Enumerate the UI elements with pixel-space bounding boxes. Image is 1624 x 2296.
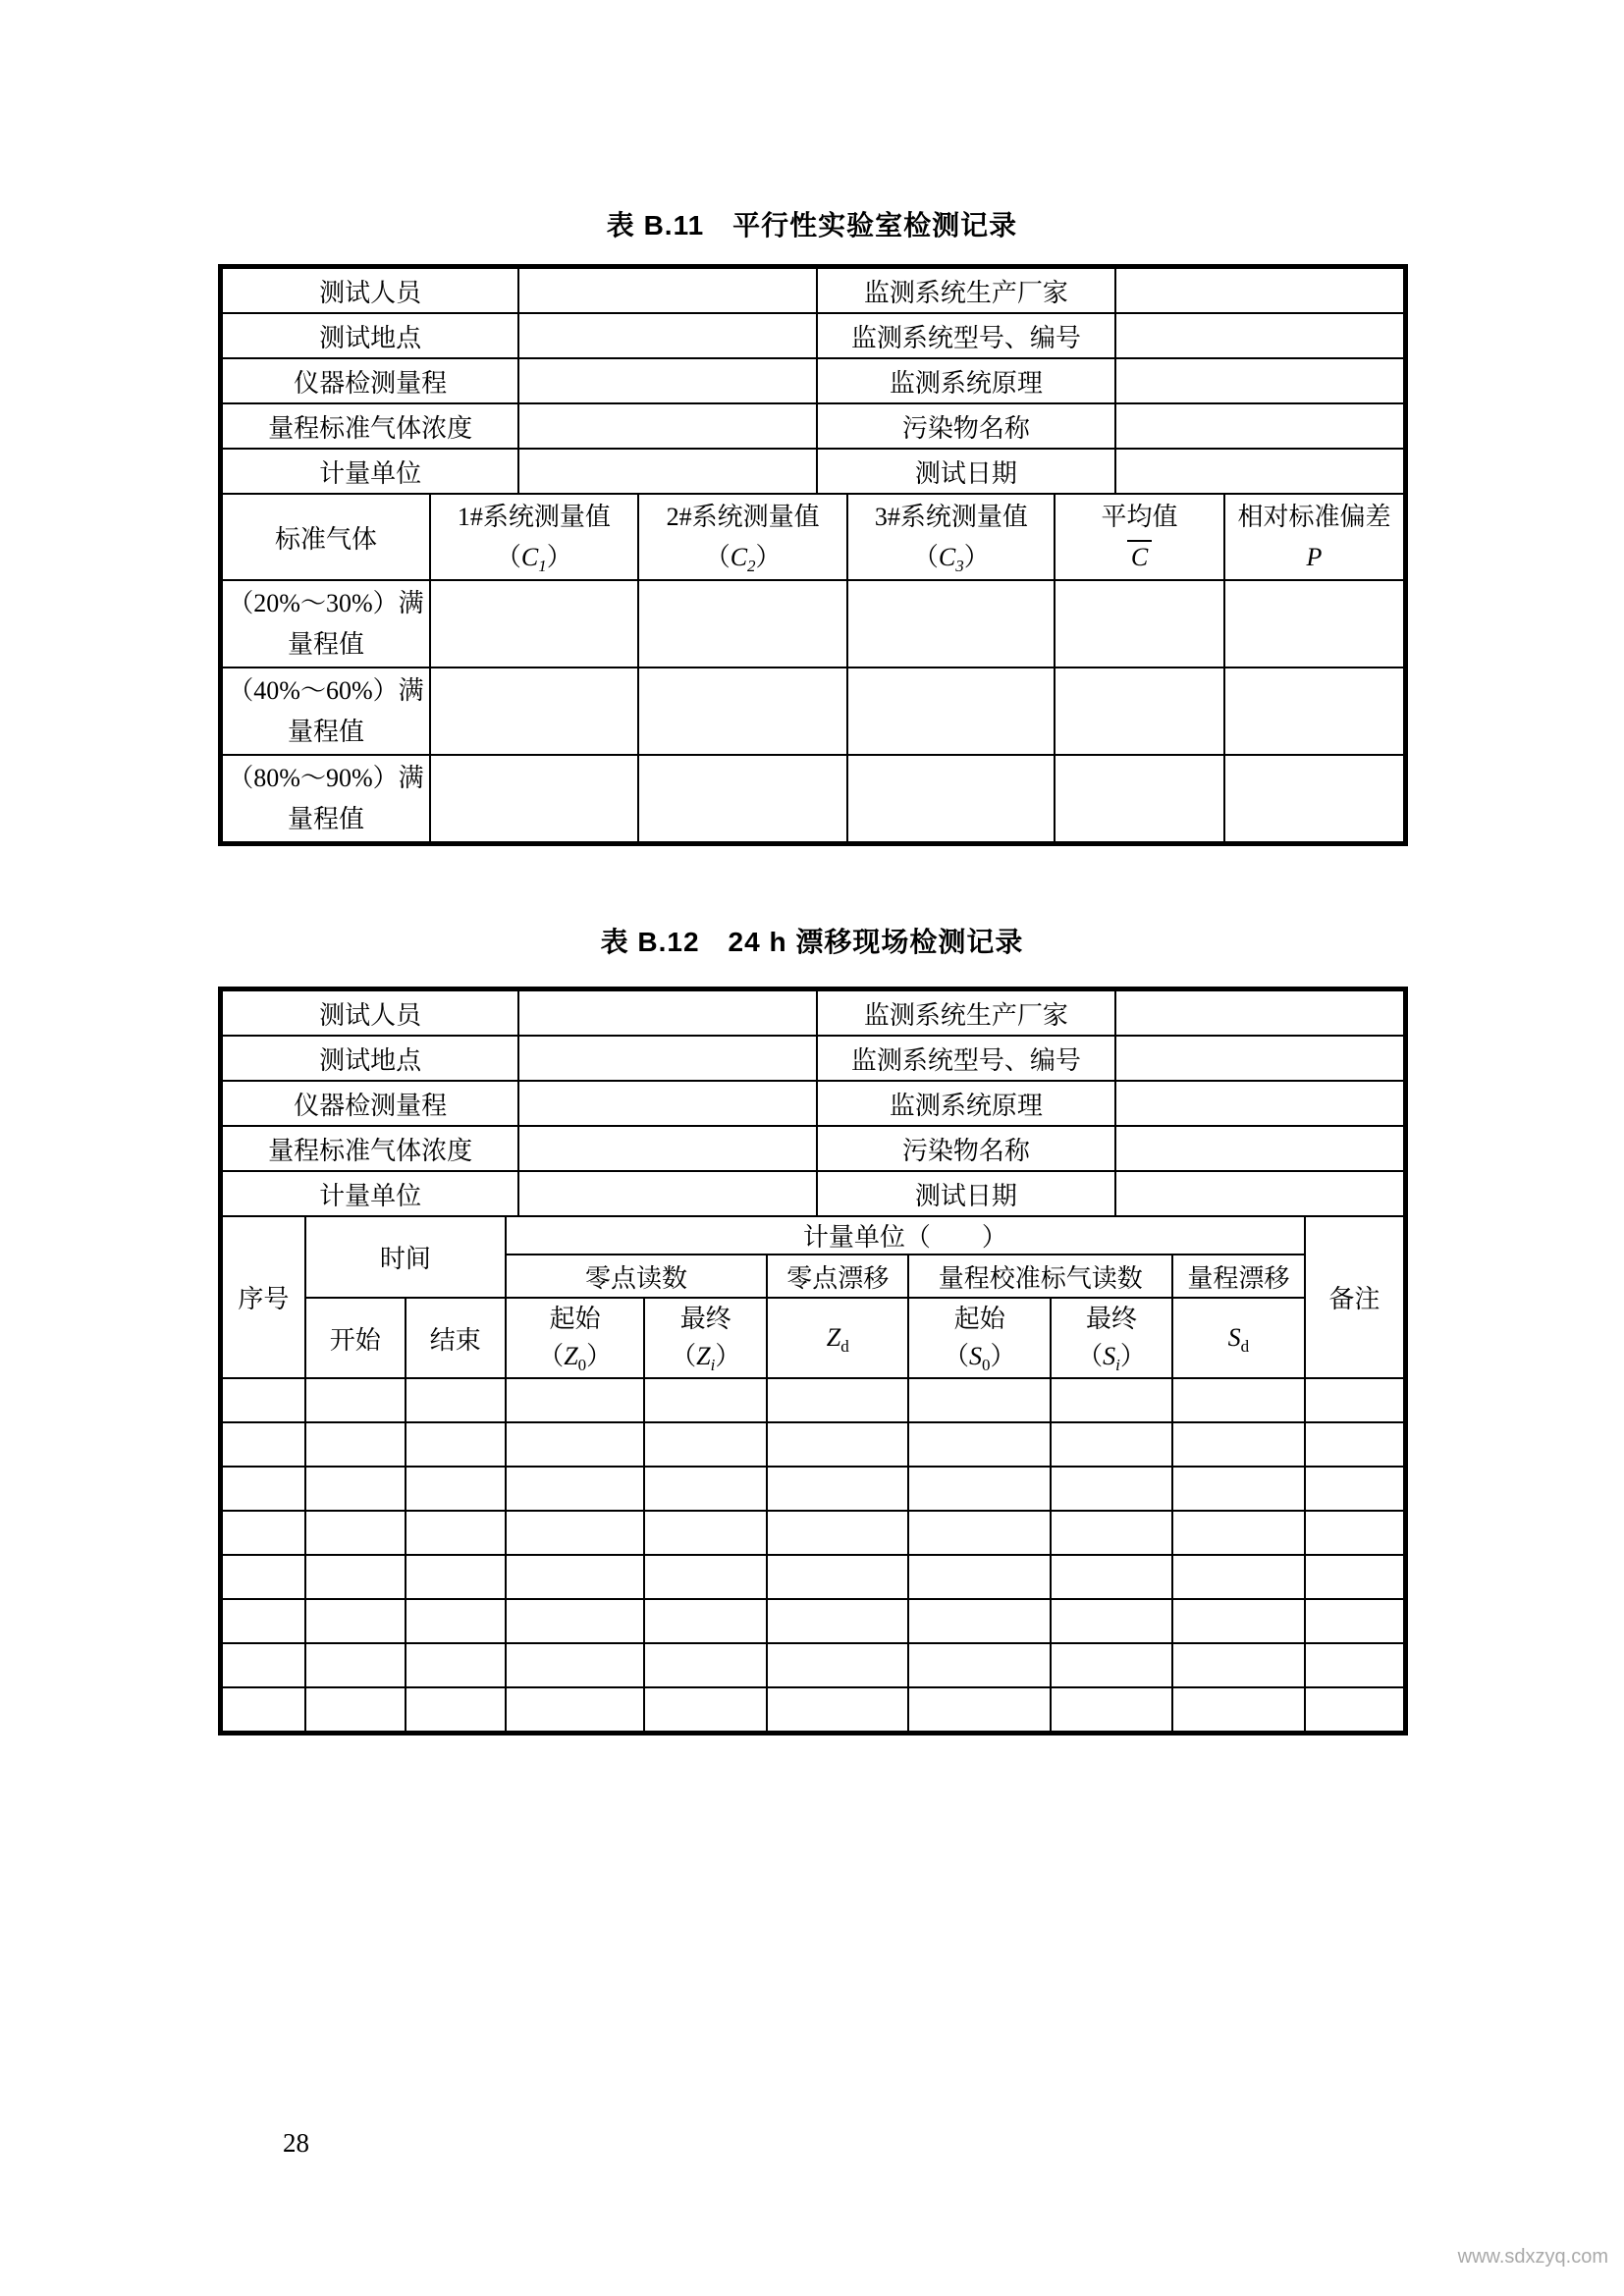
b11-empty-cell	[638, 667, 848, 755]
table-b12-info-section	[221, 989, 1405, 1217]
b12-empty-row	[222, 1378, 1404, 1422]
info-row	[222, 403, 1404, 449]
b12-empty-cell	[908, 1511, 1050, 1555]
header-formula	[645, 1338, 766, 1375]
b12-empty-cell	[305, 1599, 406, 1643]
header-formula	[909, 1338, 1049, 1375]
info-label-text: 测试地点	[319, 323, 422, 352]
symbol-zi: Z	[696, 1342, 711, 1370]
b12-header-row-1	[222, 1216, 1404, 1255]
b12-header-seq	[222, 1216, 305, 1378]
b12-empty-cell	[644, 1599, 767, 1643]
info-label-text: 测试人员	[319, 1000, 422, 1030]
b12-empty-cell	[1172, 1555, 1305, 1599]
b12-empty-cell	[767, 1378, 908, 1422]
paren: （	[704, 543, 731, 571]
b11-header-rsd	[1224, 494, 1404, 580]
b12-empty-cell	[1172, 1511, 1305, 1555]
info-label-text: 污染物名称	[901, 1136, 1030, 1165]
b12-empty-cell	[908, 1687, 1050, 1732]
info-row	[222, 1126, 1404, 1171]
b12-empty-cell	[767, 1643, 908, 1687]
info-label-cell	[222, 449, 518, 494]
b12-header	[222, 1216, 1404, 1378]
b11-empty-cell	[1055, 755, 1224, 842]
b12-header-span-reading	[908, 1255, 1171, 1298]
header-text: 量程校准标气读数	[938, 1263, 1143, 1293]
table-b11-info-section	[221, 267, 1405, 495]
b11-empty-cell	[1055, 580, 1224, 667]
b12-empty-cell	[644, 1643, 767, 1687]
b11-empty-cell	[638, 755, 848, 842]
b12-empty-cell	[222, 1467, 305, 1511]
b11-row-label	[222, 755, 430, 842]
info-value-cell	[518, 358, 816, 403]
paren: ）	[1119, 1342, 1146, 1370]
paren: （	[912, 543, 939, 571]
b12-empty-cell	[1051, 1511, 1172, 1555]
b12-header-sd	[1172, 1298, 1305, 1378]
info-label-text: 监测系统原理	[889, 368, 1043, 398]
b12-empty-cell	[1305, 1467, 1404, 1511]
b12-header-unit	[506, 1216, 1305, 1255]
info-label-cell	[817, 990, 1116, 1036]
b11-data-row	[222, 667, 1404, 755]
header-text: 开始	[329, 1325, 381, 1355]
info-row	[222, 1081, 1404, 1126]
header-text: 起始	[953, 1305, 1005, 1333]
b11-empty-cell	[430, 755, 638, 842]
b12-empty-cell	[305, 1643, 406, 1687]
header-formula	[639, 538, 847, 577]
info-value-cell	[1115, 358, 1404, 403]
row-label-line: 量程值	[287, 804, 364, 833]
info-label-cell	[817, 313, 1116, 358]
b12-empty-cell	[767, 1467, 908, 1511]
info-value-cell	[518, 1081, 816, 1126]
info-label-cell	[817, 1081, 1116, 1126]
b12-empty-cell	[1051, 1687, 1172, 1732]
b12-empty-row	[222, 1687, 1404, 1732]
b12-empty-cell	[305, 1687, 406, 1732]
b11-empty-cell	[430, 580, 638, 667]
b12-empty-cell	[305, 1378, 406, 1422]
b12-empty-cell	[222, 1422, 305, 1467]
b12-empty-cell	[767, 1599, 908, 1643]
info-row	[222, 449, 1404, 494]
header-text: 起始	[549, 1305, 601, 1333]
b12-empty-cell	[406, 1687, 506, 1732]
info-label-text: 测试人员	[319, 278, 422, 307]
subscript: i	[710, 1356, 716, 1375]
b12-header-start	[305, 1298, 406, 1378]
b12-empty-cell	[1051, 1643, 1172, 1687]
symbol-p: P	[1306, 543, 1323, 571]
b12-empty-cell	[1051, 1599, 1172, 1643]
info-value-cell	[518, 449, 816, 494]
info-label-cell	[817, 449, 1116, 494]
info-value-cell	[1115, 990, 1404, 1036]
info-row	[222, 1036, 1404, 1081]
symbol-c2: C	[730, 543, 748, 571]
info-label-cell	[817, 358, 1116, 403]
b11-empty-cell	[847, 667, 1055, 755]
table-b12	[218, 987, 1408, 1735]
b12-empty-cell	[1305, 1687, 1404, 1732]
b12-empty-cell	[506, 1378, 644, 1422]
header-formula	[431, 538, 637, 577]
header-text: 序号	[238, 1285, 290, 1313]
b12-empty-cell	[1305, 1422, 1404, 1467]
subscript: 0	[577, 1356, 587, 1375]
info-label-text: 计量单位	[319, 1181, 422, 1210]
symbol-c-overline: C	[1127, 540, 1152, 570]
table-b11	[218, 264, 1408, 846]
b12-empty-cell	[1305, 1511, 1404, 1555]
b12-empty-cell	[406, 1643, 506, 1687]
b11-empty-cell	[847, 580, 1055, 667]
paren: （	[671, 1342, 697, 1370]
header-text: 2#系统测量值	[666, 503, 820, 531]
b12-header-s0	[908, 1298, 1050, 1378]
b12-empty-cell	[767, 1422, 908, 1467]
page-number: 28	[283, 2128, 309, 2158]
info-value-cell	[1115, 313, 1404, 358]
b12-empty-cell	[644, 1467, 767, 1511]
info-row	[222, 1171, 1404, 1216]
b12-empty-row	[222, 1467, 1404, 1511]
info-label-cell	[222, 1171, 518, 1216]
info-label-cell	[222, 1081, 518, 1126]
b11-row-label	[222, 580, 430, 667]
symbol-c3: C	[938, 543, 956, 571]
b12-empty-cell	[1172, 1643, 1305, 1687]
b12-header-row-3	[222, 1298, 1404, 1378]
info-value-cell	[1115, 1171, 1404, 1216]
symbol-c1: C	[520, 543, 539, 571]
info-value-cell	[1115, 1126, 1404, 1171]
b12-empty-cell	[305, 1511, 406, 1555]
b11-empty-cell	[847, 755, 1055, 842]
b12-empty-cell	[644, 1422, 767, 1467]
info-label-cell	[817, 403, 1116, 449]
b12-header-zd	[767, 1298, 908, 1378]
info-value-cell	[518, 403, 816, 449]
symbol-zd: Z	[826, 1323, 841, 1352]
header-text: 零点读数	[584, 1263, 687, 1293]
b12-empty-cell	[1051, 1378, 1172, 1422]
b12-empty-cell	[506, 1555, 644, 1599]
info-label-cell	[817, 268, 1116, 313]
info-label-text: 仪器检测量程	[294, 368, 448, 398]
b12-header-zero-drift	[767, 1255, 908, 1298]
info-label-text: 监测系统型号、编号	[850, 1045, 1081, 1075]
subscript: d	[840, 1337, 849, 1357]
table-b11-title: 表 B.11 平行性实验室检测记录	[606, 210, 1018, 240]
info-row	[222, 313, 1404, 358]
info-label-cell	[817, 1171, 1116, 1216]
b12-empty-row	[222, 1422, 1404, 1467]
paren: （	[495, 543, 521, 571]
b12-empty-cell	[506, 1467, 644, 1511]
info-value-cell	[518, 268, 816, 313]
b12-header-time	[305, 1216, 506, 1298]
b12-empty-cell	[908, 1599, 1050, 1643]
info-row	[222, 358, 1404, 403]
row-label-line: （80%～90%）满	[228, 763, 424, 792]
b11-header-sys1	[430, 494, 638, 580]
b11-header-std-gas	[222, 494, 430, 580]
b12-empty-cell	[406, 1599, 506, 1643]
b12-empty-cell	[506, 1511, 644, 1555]
header-text: 时间	[379, 1245, 431, 1273]
b12-empty-cell	[908, 1555, 1050, 1599]
info-label-text: 测试地点	[319, 1045, 422, 1075]
info-label-text: 量程标准气体浓度	[268, 413, 473, 443]
paren: ）	[963, 543, 990, 571]
b12-empty-cell	[1051, 1467, 1172, 1511]
b12-header-si	[1051, 1298, 1172, 1378]
b12-empty-cell	[1172, 1467, 1305, 1511]
b11-header-average	[1055, 494, 1224, 580]
b12-header-zero-reading	[506, 1255, 767, 1298]
header-text: 3#系统测量值	[874, 503, 1028, 531]
b12-empty-cell	[406, 1511, 506, 1555]
b12-empty-cell	[644, 1687, 767, 1732]
b12-empty-cell	[222, 1511, 305, 1555]
header-text: 量程漂移	[1187, 1263, 1290, 1293]
info-value-cell	[518, 1126, 816, 1171]
subscript: 1	[538, 557, 547, 576]
b12-empty-cell	[305, 1555, 406, 1599]
b12-empty-row	[222, 1511, 1404, 1555]
info-value-cell	[1115, 403, 1404, 449]
b11-empty-cell	[638, 580, 848, 667]
b12-empty-cell	[644, 1511, 767, 1555]
b12-empty-cell	[222, 1599, 305, 1643]
header-text: 结束	[429, 1325, 481, 1355]
b12-empty-cell	[506, 1422, 644, 1467]
b12-empty-cell	[406, 1422, 506, 1467]
b12-header-z0	[506, 1298, 644, 1378]
header-text: 平均值	[1101, 503, 1178, 531]
paren: ）	[586, 1342, 613, 1370]
info-value-cell	[1115, 449, 1404, 494]
b11-data-row	[222, 755, 1404, 842]
b12-empty-cell	[1051, 1555, 1172, 1599]
b12-empty-cell	[406, 1378, 506, 1422]
symbol-z0: Z	[564, 1342, 578, 1370]
header-text: 最终	[1085, 1305, 1137, 1333]
subscript: d	[1240, 1337, 1250, 1357]
b12-empty-cell	[1305, 1599, 1404, 1643]
info-label-text: 监测系统原理	[889, 1091, 1043, 1120]
header-text: 备注	[1328, 1285, 1380, 1313]
b12-empty-cell	[1305, 1378, 1404, 1422]
info-label-cell	[222, 403, 518, 449]
b12-empty-cell	[506, 1643, 644, 1687]
b12-header-span-drift	[1172, 1255, 1305, 1298]
info-value-cell	[518, 313, 816, 358]
b12-empty-cell	[1051, 1422, 1172, 1467]
header-formula	[848, 538, 1054, 577]
symbol-si: S	[1103, 1342, 1116, 1370]
b11-empty-cell	[1224, 580, 1404, 667]
info-label-text: 污染物名称	[901, 413, 1030, 443]
b12-empty-cell	[644, 1555, 767, 1599]
b12-empty-cell	[305, 1467, 406, 1511]
info-row	[222, 268, 1404, 313]
b12-empty-cell	[305, 1422, 406, 1467]
b12-empty-cell	[222, 1687, 305, 1732]
info-label-text: 监测系统生产厂家	[863, 278, 1068, 307]
paren: （	[538, 1342, 565, 1370]
paren: ）	[990, 1342, 1016, 1370]
header-formula	[1052, 1338, 1171, 1375]
b12-empty-cell	[406, 1467, 506, 1511]
b11-row-label	[222, 667, 430, 755]
info-label-cell	[222, 313, 518, 358]
b12-empty-cell	[1172, 1422, 1305, 1467]
table-b12-data-section	[221, 1215, 1405, 1733]
b12-empty-cell	[222, 1378, 305, 1422]
b12-empty-cell	[406, 1555, 506, 1599]
b12-body	[222, 1378, 1404, 1732]
b12-empty-cell	[767, 1555, 908, 1599]
paren: ）	[715, 1342, 741, 1370]
info-label-text: 测试日期	[914, 458, 1017, 488]
symbol-s0: S	[968, 1342, 982, 1370]
b11-empty-cell	[1055, 667, 1224, 755]
header-text: 最终	[679, 1305, 731, 1333]
info-label-cell	[222, 1126, 518, 1171]
b12-empty-cell	[1172, 1599, 1305, 1643]
b12-empty-cell	[1172, 1378, 1305, 1422]
b12-empty-cell	[506, 1599, 644, 1643]
info-label-text: 量程标准气体浓度	[268, 1136, 473, 1165]
paren: ）	[546, 543, 572, 571]
table-b11-data-section	[221, 493, 1405, 843]
b12-empty-cell	[1172, 1687, 1305, 1732]
b12-empty-cell	[908, 1422, 1050, 1467]
b11-header-sys2	[638, 494, 848, 580]
b11-empty-cell	[1224, 755, 1404, 842]
b12-header-zi	[644, 1298, 767, 1378]
info-label-cell	[817, 1126, 1116, 1171]
b12-header-remark	[1305, 1216, 1404, 1378]
b12-empty-cell	[767, 1511, 908, 1555]
b12-empty-row	[222, 1555, 1404, 1599]
info-label-text: 计量单位	[319, 458, 422, 488]
b12-empty-cell	[1305, 1555, 1404, 1599]
watermark: www.sdxzyq.com	[1457, 2246, 1608, 2268]
b12-empty-cell	[222, 1555, 305, 1599]
row-label-line: （20%～30%）满	[228, 588, 424, 617]
header-formula	[507, 1338, 643, 1375]
b11-header-row	[222, 494, 1404, 580]
b11-empty-cell	[430, 667, 638, 755]
b12-empty-row	[222, 1599, 1404, 1643]
b12-empty-cell	[908, 1378, 1050, 1422]
header-text: 1#系统测量值	[457, 503, 611, 531]
symbol-sd: S	[1227, 1323, 1241, 1352]
paren: （	[1077, 1342, 1104, 1370]
paren: （	[943, 1342, 969, 1370]
subscript: 3	[955, 557, 964, 576]
header-text: 相对标准偏差	[1237, 503, 1391, 531]
info-value-cell	[518, 1171, 816, 1216]
info-value-cell	[518, 1036, 816, 1081]
info-label-cell	[222, 268, 518, 313]
info-label-text: 测试日期	[914, 1181, 1017, 1210]
subscript: 0	[981, 1356, 991, 1375]
b11-data-row	[222, 580, 1404, 667]
b12-empty-cell	[506, 1687, 644, 1732]
header-text: 计量单位（ ）	[802, 1223, 1007, 1252]
info-label-text: 仪器检测量程	[294, 1091, 448, 1120]
header-formula	[1056, 538, 1223, 577]
info-value-cell	[1115, 1081, 1404, 1126]
row-label-line: 量程值	[287, 717, 364, 746]
b11-empty-cell	[1224, 667, 1404, 755]
b12-empty-cell	[644, 1378, 767, 1422]
paren: ）	[755, 543, 782, 571]
b12-empty-row	[222, 1643, 1404, 1687]
header-text: 零点漂移	[786, 1263, 890, 1293]
row-label-line: （40%～60%）满	[228, 675, 424, 705]
b12-header-end	[406, 1298, 506, 1378]
info-value-cell	[1115, 268, 1404, 313]
info-value-cell	[1115, 1036, 1404, 1081]
subscript: i	[1115, 1356, 1120, 1375]
b12-empty-cell	[908, 1643, 1050, 1687]
b12-empty-cell	[767, 1687, 908, 1732]
info-value-cell	[518, 990, 816, 1036]
b12-empty-cell	[908, 1467, 1050, 1511]
subscript: 2	[747, 557, 756, 576]
b12-empty-cell	[222, 1643, 305, 1687]
b12-empty-cell	[1305, 1643, 1404, 1687]
info-label-text: 监测系统生产厂家	[863, 1000, 1068, 1030]
info-label-cell	[222, 358, 518, 403]
header-formula	[1225, 538, 1403, 577]
info-label-cell	[817, 1036, 1116, 1081]
table-b12-title: 表 B.12 24 h 漂移现场检测记录	[600, 927, 1024, 957]
header-text: 标准气体	[274, 524, 377, 554]
b11-header-sys3	[847, 494, 1055, 580]
info-label-cell	[222, 1036, 518, 1081]
info-label-text: 监测系统型号、编号	[850, 323, 1081, 352]
info-label-cell	[222, 990, 518, 1036]
row-label-line: 量程值	[287, 629, 364, 659]
info-row	[222, 990, 1404, 1036]
